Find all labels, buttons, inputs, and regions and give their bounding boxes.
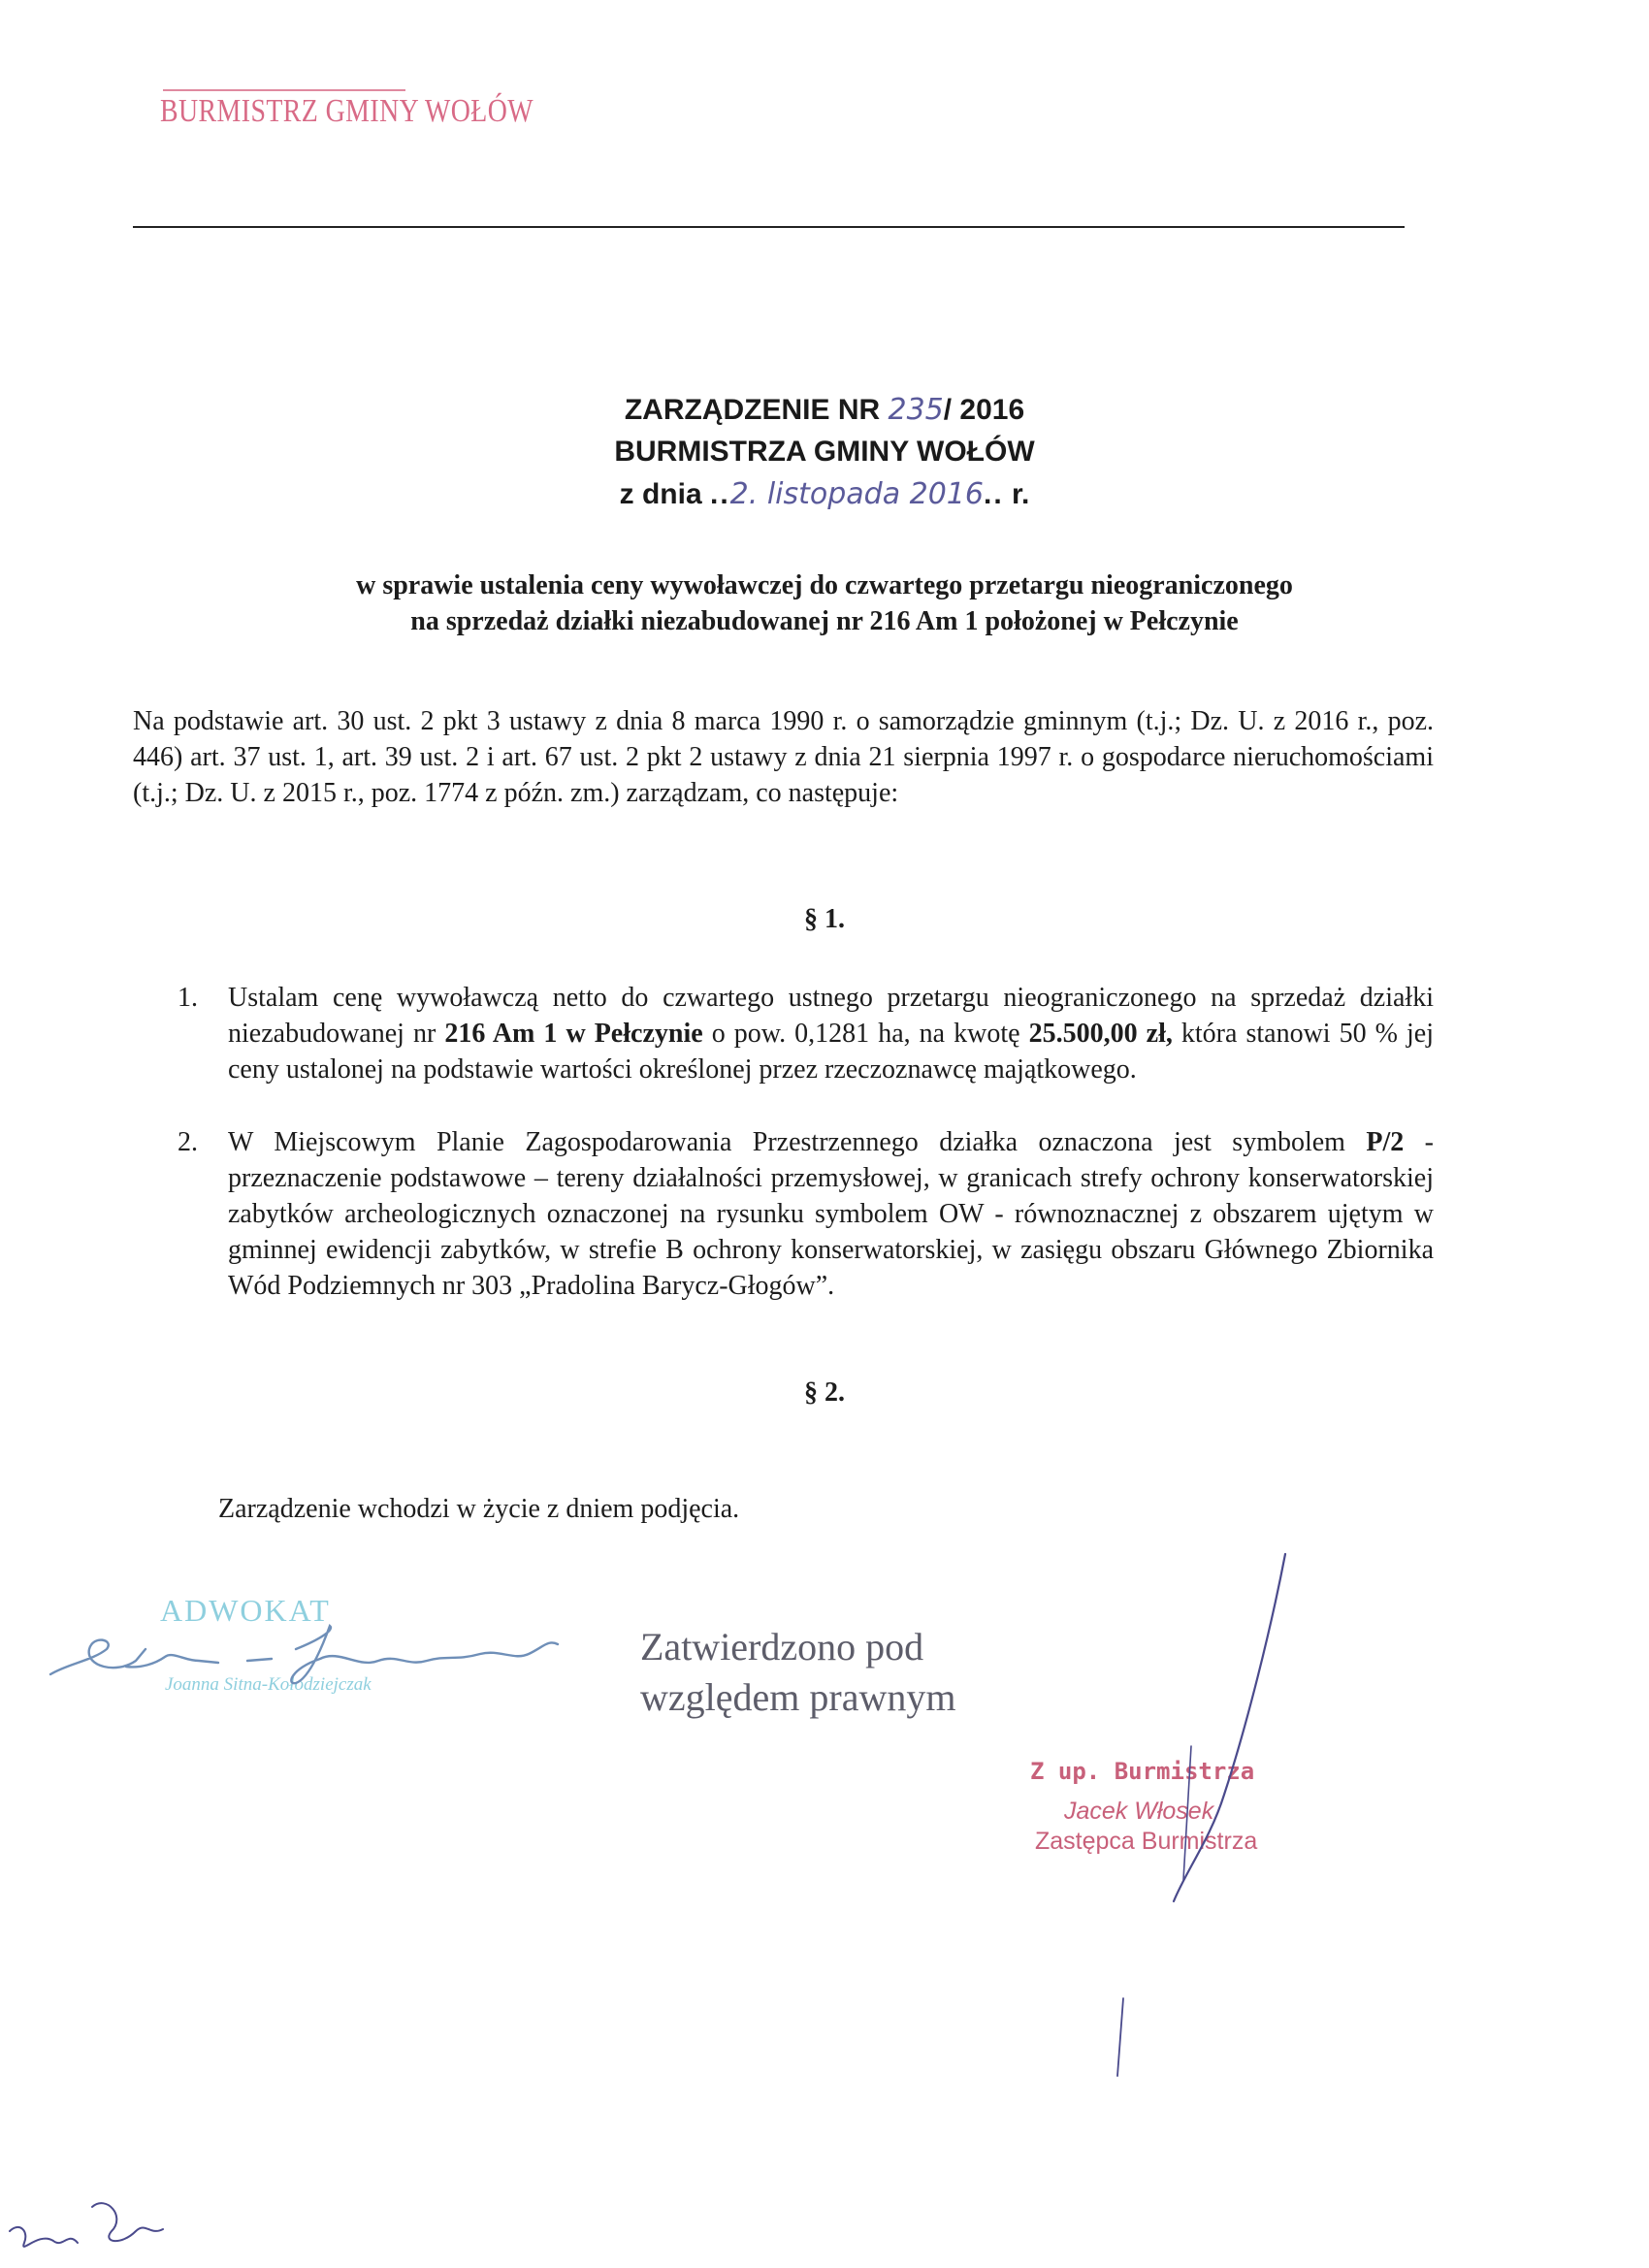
ordinance-date-line: z dnia ..2. listopada 2016.. r. bbox=[619, 477, 1030, 511]
legal-approval-line-1: Zatwierdzono pod bbox=[640, 1625, 924, 1669]
effective-clause: Zarządzenie wchodzi w życie z dniem podjęcia. bbox=[218, 1494, 740, 1524]
lawyer-stamp-name-image: Joanna Sitna-Kołodziejczak bbox=[165, 1674, 372, 1695]
ordinance-issuer: BURMISTRZA GMINY WOŁÓW bbox=[614, 436, 1035, 468]
item-2-text: W Miejscowym Planie Zagospodarowania Przestrzennego działka oznaczona jest symbolem P/2 - przeznaczenie podstawowe – tereny działalności przemysłowej, w granicach strefy ochrony konserwatorskiej zabytków archeologicznych oznaczonej na rysunku symbolem OW - równoznacznej z obszarem ujętym w gminnej ewidencji zabytków, w strefie B ochrony konserwatorskiej, w zasięgu obszaru Głównego Zbiornika Wód Podziemnych nr 303 „Pradolina Barycz-Głogów”. bbox=[228, 1127, 1434, 1301]
signature-title: Zastępca Burmistrza bbox=[1035, 1828, 1258, 1855]
item-2-number: 2. bbox=[178, 1127, 198, 1157]
item-1-text: Ustalam cenę wywoławczą netto do czwartego ustnego przetargu nieograniczonego na sprzedaż działki niezabudowanej nr 216 Am 1 w Pełczynie o pow. 0,1281 ha, na kwotę 25.500,00 zł, która stanowi 50 % jej ceny ustalonej na podstawie wartości określonej przez rzeczoznawcę majątkowego. bbox=[228, 983, 1434, 1085]
date-handwritten: 2. listopada 2016 bbox=[729, 477, 984, 511]
zoning-symbol: P/2 bbox=[1366, 1127, 1405, 1157]
date-label: z dnia bbox=[619, 478, 710, 510]
legal-approval-line-2: względem prawnym bbox=[640, 1675, 956, 1719]
parcel-id: 216 Am 1 w Pełczynie bbox=[444, 1019, 703, 1049]
section-1-heading: § 1. bbox=[804, 904, 845, 934]
signature-name: Jacek Włosek bbox=[1064, 1798, 1214, 1825]
legal-basis-paragraph: Na podstawie art. 30 ust. 2 pkt 3 ustawy z dnia 8 marca 1990 r. o samorządzie gminnym (t.j.; Dz. U. z 2016 r., poz. 446) art. 37 ust. 1, art. 39 ust. 2 i art. 67 ust. 2 pkt 2 ustawy z dnia 21 sierpnia 1997 r. o gospodarce nieruchomościami (t.j.; Dz. U. z 2015 r., poz. 1774 z późn. zm.) zarządzam, co następuje: bbox=[133, 706, 1434, 808]
ordinance-number-handwritten: 235 bbox=[888, 393, 944, 427]
subject-line-1: w sprawie ustalenia ceny wywoławczej do czwartego przetargu nieograniczonego bbox=[356, 570, 1293, 600]
subject-line-2: na sprzedaż działki niezabudowanej nr 216 Am 1 położonej w Pełczynie bbox=[410, 606, 1239, 636]
mayor-stamp: BURMISTRZ GMINY WOŁÓW bbox=[160, 93, 534, 129]
price-amount: 25.500,00 zł, bbox=[1028, 1019, 1173, 1049]
lawyer-stamp-title: ADWOKAT bbox=[160, 1593, 331, 1628]
initials bbox=[10, 2203, 163, 2247]
deputy-signature-stroke bbox=[1174, 1554, 1285, 1901]
ordinance-label: ZARZĄDZENIE NR bbox=[624, 394, 889, 426]
section-2-heading: § 2. bbox=[804, 1377, 845, 1408]
date-suffix: r. bbox=[1003, 478, 1030, 510]
ordinance-year: / 2016 bbox=[943, 394, 1025, 426]
signature-role: Z up. Burmistrza bbox=[1030, 1758, 1255, 1785]
item-1-number: 1. bbox=[178, 983, 198, 1013]
